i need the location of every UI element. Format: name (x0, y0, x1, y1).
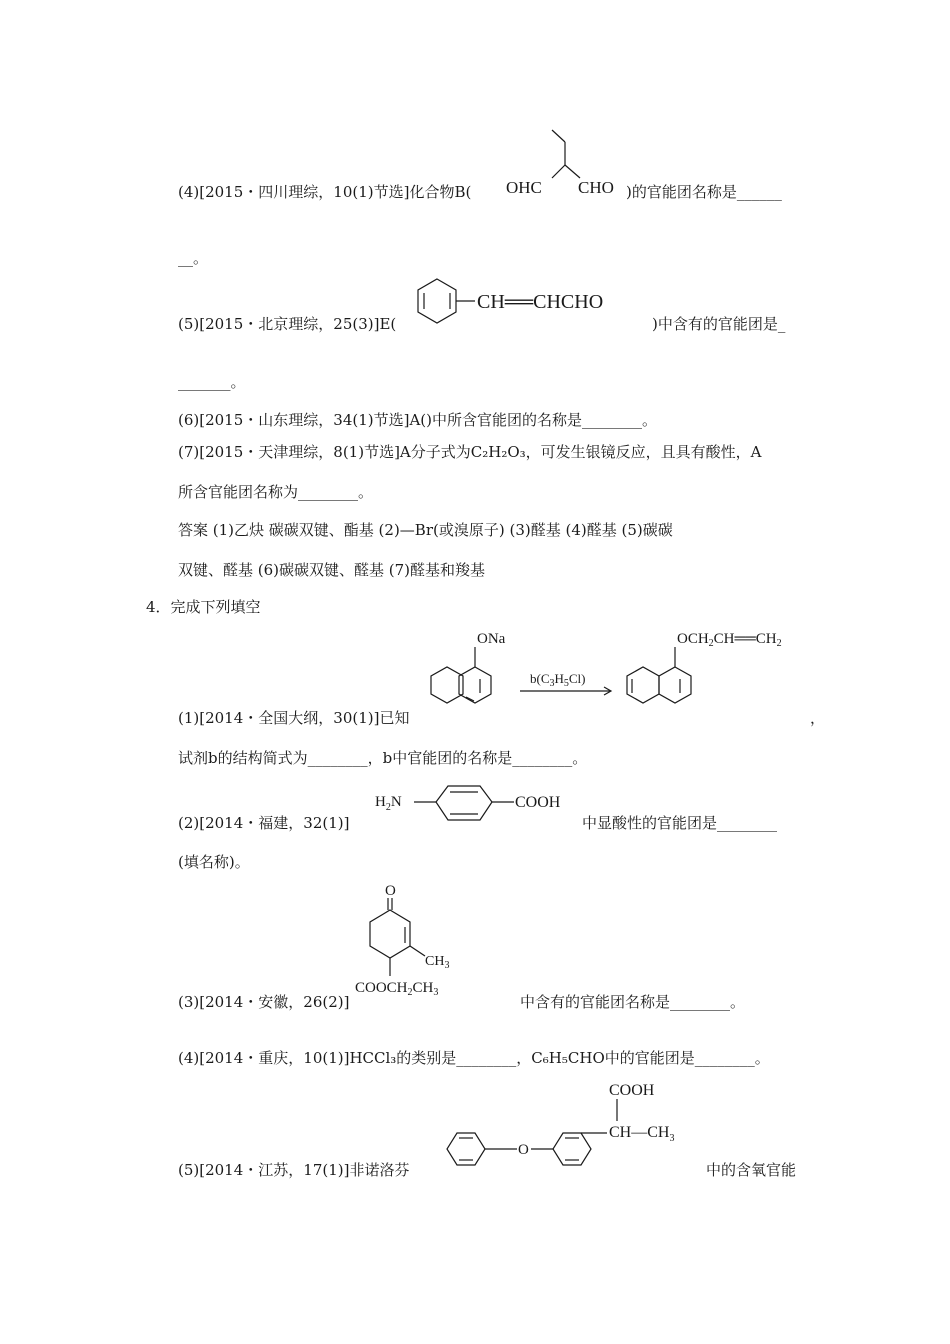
q4-item4: (4)[2014・重庆，10(1)]HCCl₃的类别是________，C₆H₅CHO中的官能团是________。 (178, 1049, 770, 1067)
q3-item5-chain: CH══CHCHO (477, 291, 604, 313)
q3-item4-ohc: OHC (506, 178, 542, 197)
q3-item5-molecule (415, 275, 660, 330)
q4-item2-suffix: 中显酸性的官能团是________ (582, 814, 778, 832)
q4-item2-amine: $H_2N$ (375, 794, 402, 813)
q4-item3-methyl: $CH_3$ (425, 954, 450, 971)
answer-line2: 双键、醛基 (6)碳碳双键、醛基 (7)醛基和羧基 (178, 561, 486, 579)
q4-item2-prefix: (2)[2014・福建，32(1)] (178, 814, 350, 832)
q4-item5-cooh: COOH (609, 1082, 655, 1099)
q3-item5-prefix: (5)[2015・北京理综，25(3)]E( (178, 315, 397, 333)
question4-heading: 4．完成下列填空 (146, 598, 261, 616)
q3-item7-line1: (7)[2015・天津理综，8(1)节选]A分子式为C₂H₂O₃，可发生银镜反应，且具有酸性，A (178, 443, 762, 461)
q4-item3-suffix: 中含有的官能团名称是________。 (520, 993, 746, 1011)
q3-item6: (6)[2015・山东理综，34(1)节选]A()中所含官能团的名称是________。 (178, 411, 657, 429)
q3-item4-suffix: )的官能团名称是______ (626, 183, 782, 201)
q3-item4-text (178, 182, 471, 202)
q3-item4-prefix: (4)[2015・四川理综，10(1)节选]化合物B( (178, 183, 472, 201)
answer-line1: 答案 (1)乙炔 碳碳双键、酯基 (2)—Br(或溴原子) (3)醛基 (4)醛基 (5)碳碳 (178, 521, 673, 539)
q4-item1-reaction (430, 625, 810, 725)
q4-item5-suffix: 中的含氧官能 (706, 1161, 797, 1179)
q3-item4-molecule (500, 120, 630, 205)
q4-item2-line2: (填名称)。 (178, 853, 250, 871)
q4-item5-ch: $CH—CH_3$ (609, 1124, 675, 1144)
q4-item1-product-chain: $OCH_2CH══CH_2$ (677, 631, 782, 649)
q4-item1-line2: 试剂b的结构简式为________，b中官能团的名称是________。 (178, 749, 588, 767)
q3-item5-suffix: )中含有的官能团是_ (652, 315, 786, 333)
q4-item2-molecule (370, 782, 590, 832)
q4-item1-ona: ONa (477, 631, 506, 647)
q4-item1-comma: ， (810, 709, 826, 727)
q3-item4-cho: CHO (578, 178, 614, 197)
q4-item5-ether-o: O (518, 1142, 529, 1158)
q4-item3-prefix: (3)[2014・安徽，26(2)] (178, 993, 350, 1011)
q3-item7-line2: 所含官能团名称为________。 (178, 483, 374, 501)
q4-item5-prefix: (5)[2014・江苏，17(1)]非诺洛芬 (178, 1161, 410, 1179)
q4-item3-ketone-o: O (385, 883, 396, 899)
q4-item1-prefix: (1)[2014・全国大纲，30(1)]已知 (178, 709, 410, 727)
q3-item4-continuation: __。 (178, 249, 209, 267)
q4-item1-reagent: $b(C_3H_5Cl)$ (530, 671, 586, 689)
q4-item5-molecule (435, 1075, 705, 1185)
q4-item3-molecule (355, 880, 525, 1010)
q3-item5-continuation: _______。 (178, 373, 246, 391)
q4-item2-cooh: COOH (515, 794, 561, 811)
q4-item3-ester: $COOCH_2CH_3$ (355, 980, 439, 998)
